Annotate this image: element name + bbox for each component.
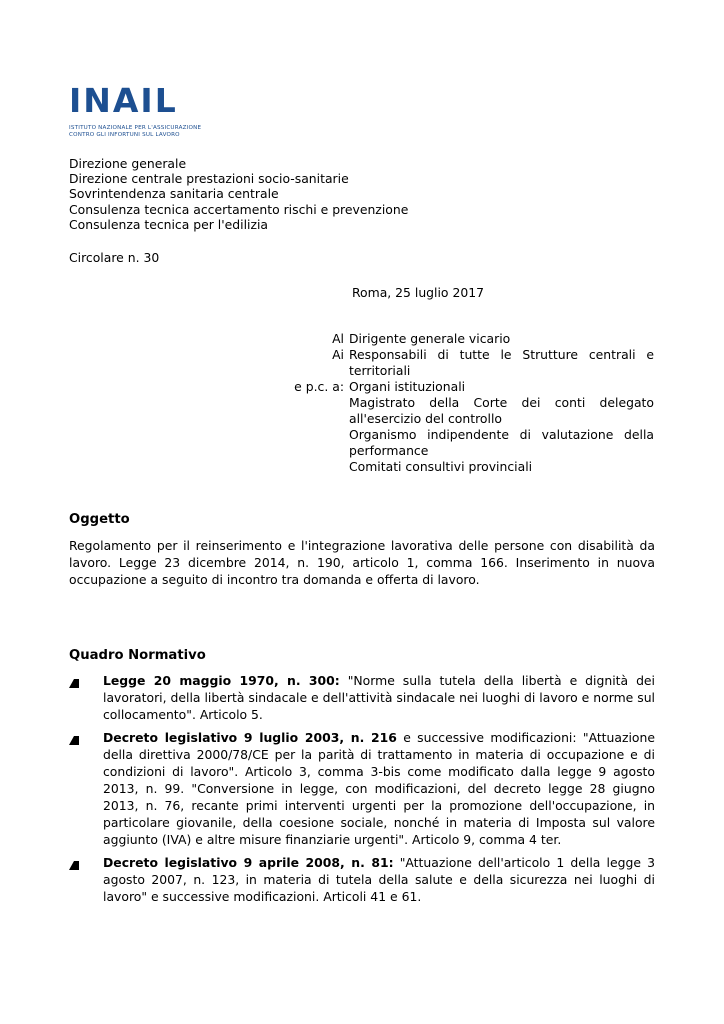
directorates-list bbox=[69, 156, 408, 232]
triangle-bullet-icon bbox=[69, 729, 103, 848]
subject-text: Regolamento per il reinserimento e l'integrazione lavorativa delle persone con disabilità da lavoro. Legge 23 dicembre 2014, n. 190, articolo 1, comma 166. Inserimento in nuova occupazione a seguito di incontro tra domanda e offerta di lavoro. bbox=[69, 538, 655, 587]
recipient-label bbox=[0, 395, 349, 427]
list-item-text bbox=[103, 672, 655, 723]
directorate: Direzione generale bbox=[69, 156, 187, 171]
framework-heading: Quadro Normativo bbox=[69, 648, 206, 663]
logo-subtitle-line-1: ISTITUTO NAZIONALE PER L'ASSICURAZIONE bbox=[69, 125, 202, 131]
list-item bbox=[69, 729, 655, 848]
recipient-text: Organismo indipendente di valutazione della performance bbox=[349, 427, 654, 458]
triangle-bullet-icon bbox=[69, 854, 103, 905]
recipient-label: Al bbox=[332, 331, 344, 346]
recipient-label: e p.c. a: bbox=[294, 379, 344, 394]
recipient-text: Dirigente generale vicario bbox=[349, 331, 511, 346]
law-reference: Decreto legislativo 9 luglio 2003, n. 216 bbox=[103, 730, 397, 745]
law-description: e successive modificazioni: "Attuazione della direttiva 2000/78/CE per la parità di trattamento in materia di occupazione e di condizioni di lavoro". Articolo 3, comma 3-bis come modificato dalla legge 9 agosto 2013, n. 99. "Conversione in legge, con modificazioni, del decreto legge 28 giugno 2013, n. 76, recante primi interventi urgenti per la promozione dell'occupazione, in particolare giovanile, della coesione sociale, nonché in materia di Imposta sul valore aggiunto (IVA) e altre misure finanziarie urgenti". Articolo 9, comma 4 ter. bbox=[103, 730, 655, 847]
recipient-text: Magistrato della Corte dei conti delegato all'esercizio del controllo bbox=[349, 395, 654, 426]
recipients-block bbox=[0, 331, 724, 475]
directorate: Direzione centrale prestazioni socio-sanitarie bbox=[69, 171, 349, 187]
recipient-label bbox=[0, 427, 349, 459]
law-description: "Norme sulla tutela della libertà e dignità dei lavoratori, della libertà sindacale e dell'attività sindacale nei luoghi di lavoro e norme sul collocamento". Articolo 5. bbox=[103, 673, 655, 722]
directorate: Consulenza tecnica per l'edilizia bbox=[69, 216, 269, 232]
recipient-row bbox=[0, 331, 724, 347]
law-reference: Decreto legislativo 9 aprile 2008, n. 81: bbox=[103, 855, 394, 870]
logo-subtitle bbox=[69, 125, 209, 139]
list-item bbox=[69, 854, 655, 905]
recipient-label bbox=[0, 459, 349, 475]
list-item-text bbox=[103, 854, 655, 905]
circular-number: Circolare n. 30 bbox=[69, 250, 160, 265]
subject-heading: Oggetto bbox=[69, 512, 130, 527]
recipient-text: Responsabili di tutte le Strutture centrali e territoriali bbox=[349, 347, 654, 378]
framework-list bbox=[69, 672, 655, 911]
law-description: "Attuazione dell'articolo 1 della legge 3 agosto 2007, n. 123, in materia di tutela della salute e della sicurezza nei luoghi di lavoro" e successive modificazioni. Articoli 41 e 61. bbox=[103, 855, 655, 904]
directorate: Sovrintendenza sanitaria centrale bbox=[69, 186, 279, 202]
recipient-row bbox=[0, 427, 724, 459]
logo-wordmark: INAIL bbox=[69, 81, 178, 120]
recipient-label: Ai bbox=[332, 347, 344, 362]
recipient-text: Comitati consultivi provinciali bbox=[349, 459, 533, 474]
list-item-text bbox=[103, 729, 655, 848]
directorate: Consulenza tecnica accertamento rischi e prevenzione bbox=[69, 201, 409, 217]
logo-subtitle-line-2: CONTRO GLI INFORTUNI SUL LAVORO bbox=[69, 132, 180, 138]
list-item bbox=[69, 672, 655, 723]
recipient-row bbox=[0, 395, 724, 427]
recipient-text: Organi istituzionali bbox=[349, 379, 466, 394]
law-reference: Legge 20 maggio 1970, n. 300: bbox=[103, 673, 340, 688]
triangle-bullet-icon bbox=[69, 672, 103, 723]
letter-date: Roma, 25 luglio 2017 bbox=[352, 285, 484, 300]
recipient-row bbox=[0, 379, 724, 395]
recipient-row bbox=[0, 459, 724, 475]
recipient-row bbox=[0, 347, 724, 379]
inail-logo bbox=[69, 81, 209, 139]
